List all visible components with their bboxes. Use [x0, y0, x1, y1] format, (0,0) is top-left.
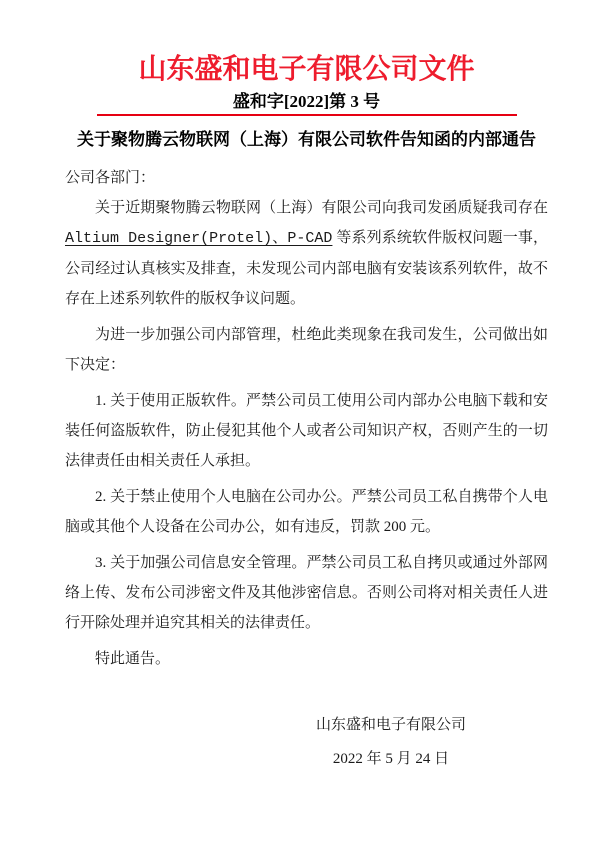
salutation: 公司各部门：: [65, 170, 156, 186]
paragraph-text: 1. 关于使用正版软件。严禁公司员工使用公司内部办公电脑下载和安装任何盗版软件，防止侵犯其他个人或者公司知识产权，否则产生的一切法律责任由相关责任人承担。: [65, 393, 548, 469]
document-letterhead-title: 山东盛和电子有限公司文件: [138, 54, 475, 85]
paragraph-text: 特此通告。: [95, 651, 171, 667]
paragraph-rule-2-personal-computers: [65, 482, 548, 542]
document-number: 盛和字[2022]第 3 号: [232, 92, 381, 111]
paragraph-decision-intro: [65, 320, 548, 380]
paragraph-inquiry-response: [65, 193, 548, 314]
signature-company-name: 山东盛和电子有限公司: [315, 717, 466, 733]
paragraph-text: 2. 关于禁止使用个人电脑在公司办公。严禁公司员工私自携带个人电脑或其他个人设备在公司办公，如有违反，罚款 200 元。: [65, 489, 548, 535]
paragraph-text: 3. 关于加强公司信息安全管理。严禁公司员工私自拷贝或通过外部网络上传、发布公司涉密文件及其他涉密信息。否则公司将对相关责任人进行开除处理并追究其相关的法律责任。: [65, 555, 548, 631]
paragraph-text: 等系列系统软件版权问题一事，公司经过认真核实及排查，未发现公司内部电脑有安装该系列软件，故不存在上述系列软件的版权争议问题。: [65, 230, 548, 307]
document-body: [65, 193, 548, 674]
document-subject-heading: 关于聚物腾云物联网（上海）有限公司软件告知函的内部通告: [77, 130, 536, 149]
paragraph-rule-1-genuine-software: [65, 386, 548, 476]
paragraph-text: 为进一步加强公司内部管理，杜绝此类现象在我司发生，公司做出如下决定：: [65, 327, 548, 373]
paragraph-closing: [65, 644, 548, 674]
signature-block: [281, 710, 501, 774]
signature-date: 2022 年 5 月 24 日: [332, 751, 450, 767]
paragraph-rule-3-information-security: [65, 548, 548, 638]
underlined-software-names: Altium Designer(Protel)、P-CAD: [65, 230, 333, 247]
red-divider-line: [97, 114, 517, 116]
paragraph-text: 关于近期聚物腾云物联网（上海）有限公司向我司发函质疑我司存在: [95, 200, 548, 216]
